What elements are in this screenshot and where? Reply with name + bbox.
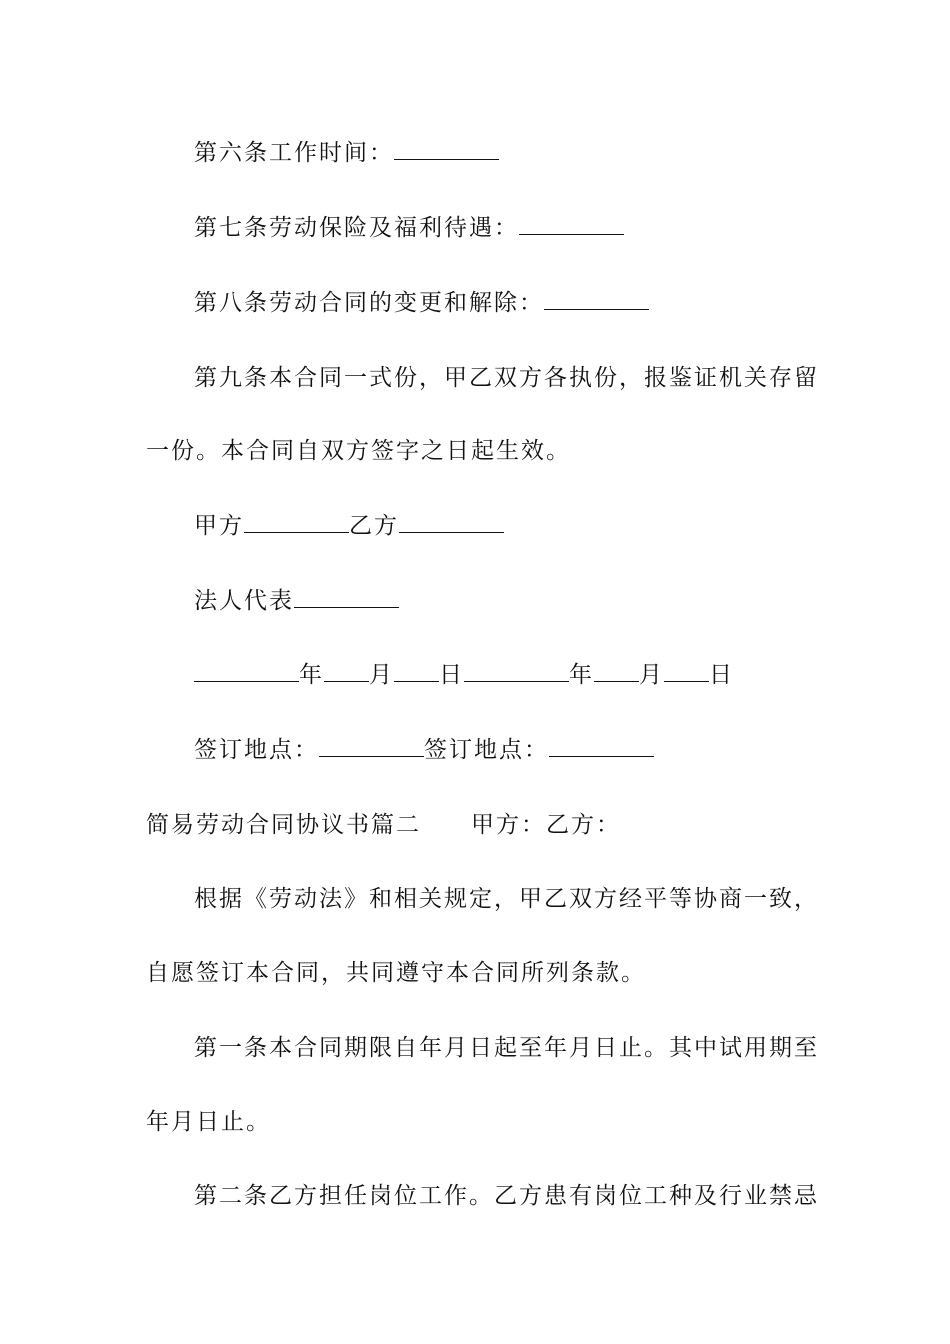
- party-b-label: 乙方: [349, 513, 399, 539]
- intro-text-1: 根据《劳动法》和相关规定，甲乙双方经平等协商一致，: [194, 886, 819, 912]
- intro-text-2: 自愿签订本合同，共同遵守本合同所列条款。: [146, 960, 646, 986]
- legal-representative: [194, 586, 399, 616]
- fill-blank: [519, 214, 624, 235]
- clause-8-text: 第八条劳动合同的变更和解除：: [194, 290, 544, 316]
- clause-9-text-2: 一份。本合同自双方签字之日起生效。: [146, 438, 571, 464]
- clause-9-line-2: [146, 436, 571, 466]
- date-day-label: 日: [439, 662, 464, 688]
- intro-line-2: [146, 958, 646, 988]
- fill-blank: [464, 661, 569, 682]
- clause-9-line-1: [194, 363, 819, 393]
- fill-blank: [594, 661, 639, 682]
- clause-2-line-1: [194, 1181, 819, 1211]
- date-year-label: 年: [299, 662, 324, 688]
- fill-blank: [319, 736, 424, 757]
- fill-blank: [194, 661, 299, 682]
- fill-blank: [394, 139, 499, 160]
- date-month-label: 月: [369, 662, 394, 688]
- fill-blank: [294, 587, 399, 608]
- date-year-label: 年: [569, 662, 594, 688]
- fill-blank: [549, 736, 654, 757]
- date-month-label: 月: [639, 662, 664, 688]
- clause-1-text-2: 年月日止。: [146, 1109, 271, 1135]
- legal-rep-label: 法人代表: [194, 588, 294, 614]
- clause-6-text: 第六条工作时间：: [194, 140, 394, 166]
- clause-1-text-1: 第一条本合同期限自年月日起至年月日止。其中试用期至: [194, 1035, 819, 1061]
- clause-7: [194, 213, 624, 243]
- signature-parties: [194, 511, 504, 541]
- clause-6: [194, 138, 499, 168]
- intro-line-1: [194, 884, 819, 914]
- sign-place-b-label: 签订地点：: [424, 737, 549, 763]
- fill-blank: [544, 289, 649, 310]
- date-day-label: 日: [709, 662, 734, 688]
- clause-2-text-1: 第二条乙方担任岗位工作。乙方患有岗位工种及行业禁忌: [194, 1183, 819, 1209]
- clause-9-text-1: 第九条本合同一式份，甲乙双方各执份，报鉴证机关存留: [194, 365, 819, 391]
- clause-7-text: 第七条劳动保险及福利待遇：: [194, 215, 519, 241]
- fill-blank: [394, 661, 439, 682]
- section-2-parties: 甲方：乙方：: [471, 812, 621, 838]
- clause-1-line-1: [194, 1033, 819, 1063]
- clause-8: [194, 288, 649, 318]
- fill-blank: [244, 512, 349, 533]
- fill-blank: [324, 661, 369, 682]
- signing-dates: [194, 660, 734, 690]
- party-a-label: 甲方: [194, 513, 244, 539]
- section-2-heading: [146, 810, 621, 840]
- clause-1-line-2: [146, 1107, 271, 1137]
- sign-place-a-label: 签订地点：: [194, 737, 319, 763]
- section-2-title: 简易劳动合同协议书篇二: [146, 812, 421, 838]
- fill-blank: [664, 661, 709, 682]
- signing-places: [194, 735, 654, 765]
- fill-blank: [399, 512, 504, 533]
